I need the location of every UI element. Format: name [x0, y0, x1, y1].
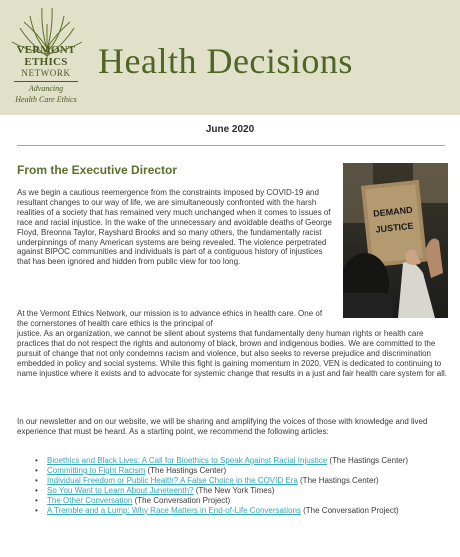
logo-tagline-1: Advancing [28, 84, 64, 93]
recommendation-paragraph: In our newsletter and on our website, we will be sharing and amplifying the voices of those with knowledge and lived experience that must be heard. As a starting point, we recommend the following articles: [17, 417, 428, 436]
article-source: (The Conversation Project) [132, 495, 231, 505]
list-item [35, 475, 447, 486]
article-link[interactable]: Committing to Fight Racism [47, 465, 146, 475]
bullet-icon: • [35, 485, 38, 495]
logo-line-ethics: ETHICS [24, 56, 68, 68]
article-source: (The New York Times) [193, 485, 275, 495]
list-item [35, 505, 447, 516]
logo-line-network: NETWORK [21, 68, 71, 78]
mission-paragraph-start: At the Vermont Ethics Network, our mission is to advance ethics in health care. One of the cornerstones of health care ethics is the principal of [17, 309, 323, 328]
protest-photo [343, 163, 448, 318]
top-divider [17, 145, 445, 146]
list-item [35, 456, 447, 466]
bullet-icon: • [35, 456, 38, 465]
article-source: (The Hastings Center) [297, 475, 379, 485]
organization-logo [0, 44, 92, 104]
logo-tagline-2: Health Care Ethics [15, 95, 77, 104]
section-heading: From the Executive Director [17, 163, 178, 177]
mission-paragraph: justice. As an organization, we cannot be silent about systems that fundamentally deny human rights or health care practices that do not respect the rights and autonomy of black, brown and indigenous bodies. We are committed to the pursuit of change that not only condemns racism and violence, but also seeks to reverse prejudice and discrimination embedded in policy and social systems. While this fight is gaining momentum in 2020, VEN is dedicated to continuing to name injustice where it exists and to advocate for systemic change that results in a just and fair health care system for all. [17, 329, 447, 378]
newsletter-title: Health Decisions [98, 41, 353, 81]
intro-paragraph: As we begin a cautious reemergence from the constraints imposed by COVID-19 and resultant changes to our way of life, we are simultaneously confronted with the harsh realities of a society that has remained very much unchanged when it comes to issues of race and racial injustice. In the wake of the unnecessary and avoidable deaths of George Floyd, Breonna Taylor, Rayshard Brooks and so many others, the fundamentally racist underpinnings of many American systems are being revealed. The violence perpetrated against BIPOC communities and individuals is part of a contiguous history of injustices that has been ignored and hidden from public view for too long. [17, 188, 332, 267]
bullet-icon: • [35, 495, 38, 505]
sign-text-line-1: DEMAND [372, 204, 413, 219]
newsletter-banner [0, 0, 460, 115]
article-source: (The Hastings Center) [327, 456, 409, 465]
list-item [35, 465, 447, 476]
article-link[interactable]: So You Want to Learn About Juneteenth? [47, 485, 194, 495]
list-item [35, 495, 447, 506]
article-link[interactable]: Individual Freedom or Public Health? A False Choice in the COVID Era [47, 475, 298, 485]
article-link[interactable]: The Other Conversation [47, 495, 133, 505]
article-link[interactable]: Bioethics and Black Lives: A Call for Bioethics to Speak Against Racial Injustice [47, 456, 328, 465]
article-link[interactable]: A Tremble and a Lump: Why Race Matters in End-of-Life Conversations [47, 505, 301, 515]
protest-photo-image [343, 163, 448, 318]
bullet-icon: • [35, 465, 38, 475]
logo-line-vermont: VERMONT [16, 44, 76, 56]
issue-date: June 2020 [205, 124, 255, 135]
article-source: (The Conversation Project) [300, 505, 399, 515]
sign-text-line-2: JUSTICE [375, 220, 414, 235]
list-item [35, 485, 447, 496]
article-list [35, 456, 447, 515]
logo-divider [14, 81, 78, 82]
bullet-icon: • [35, 505, 38, 515]
article-source: (The Hastings Center) [145, 465, 227, 475]
bullet-icon: • [35, 475, 38, 485]
